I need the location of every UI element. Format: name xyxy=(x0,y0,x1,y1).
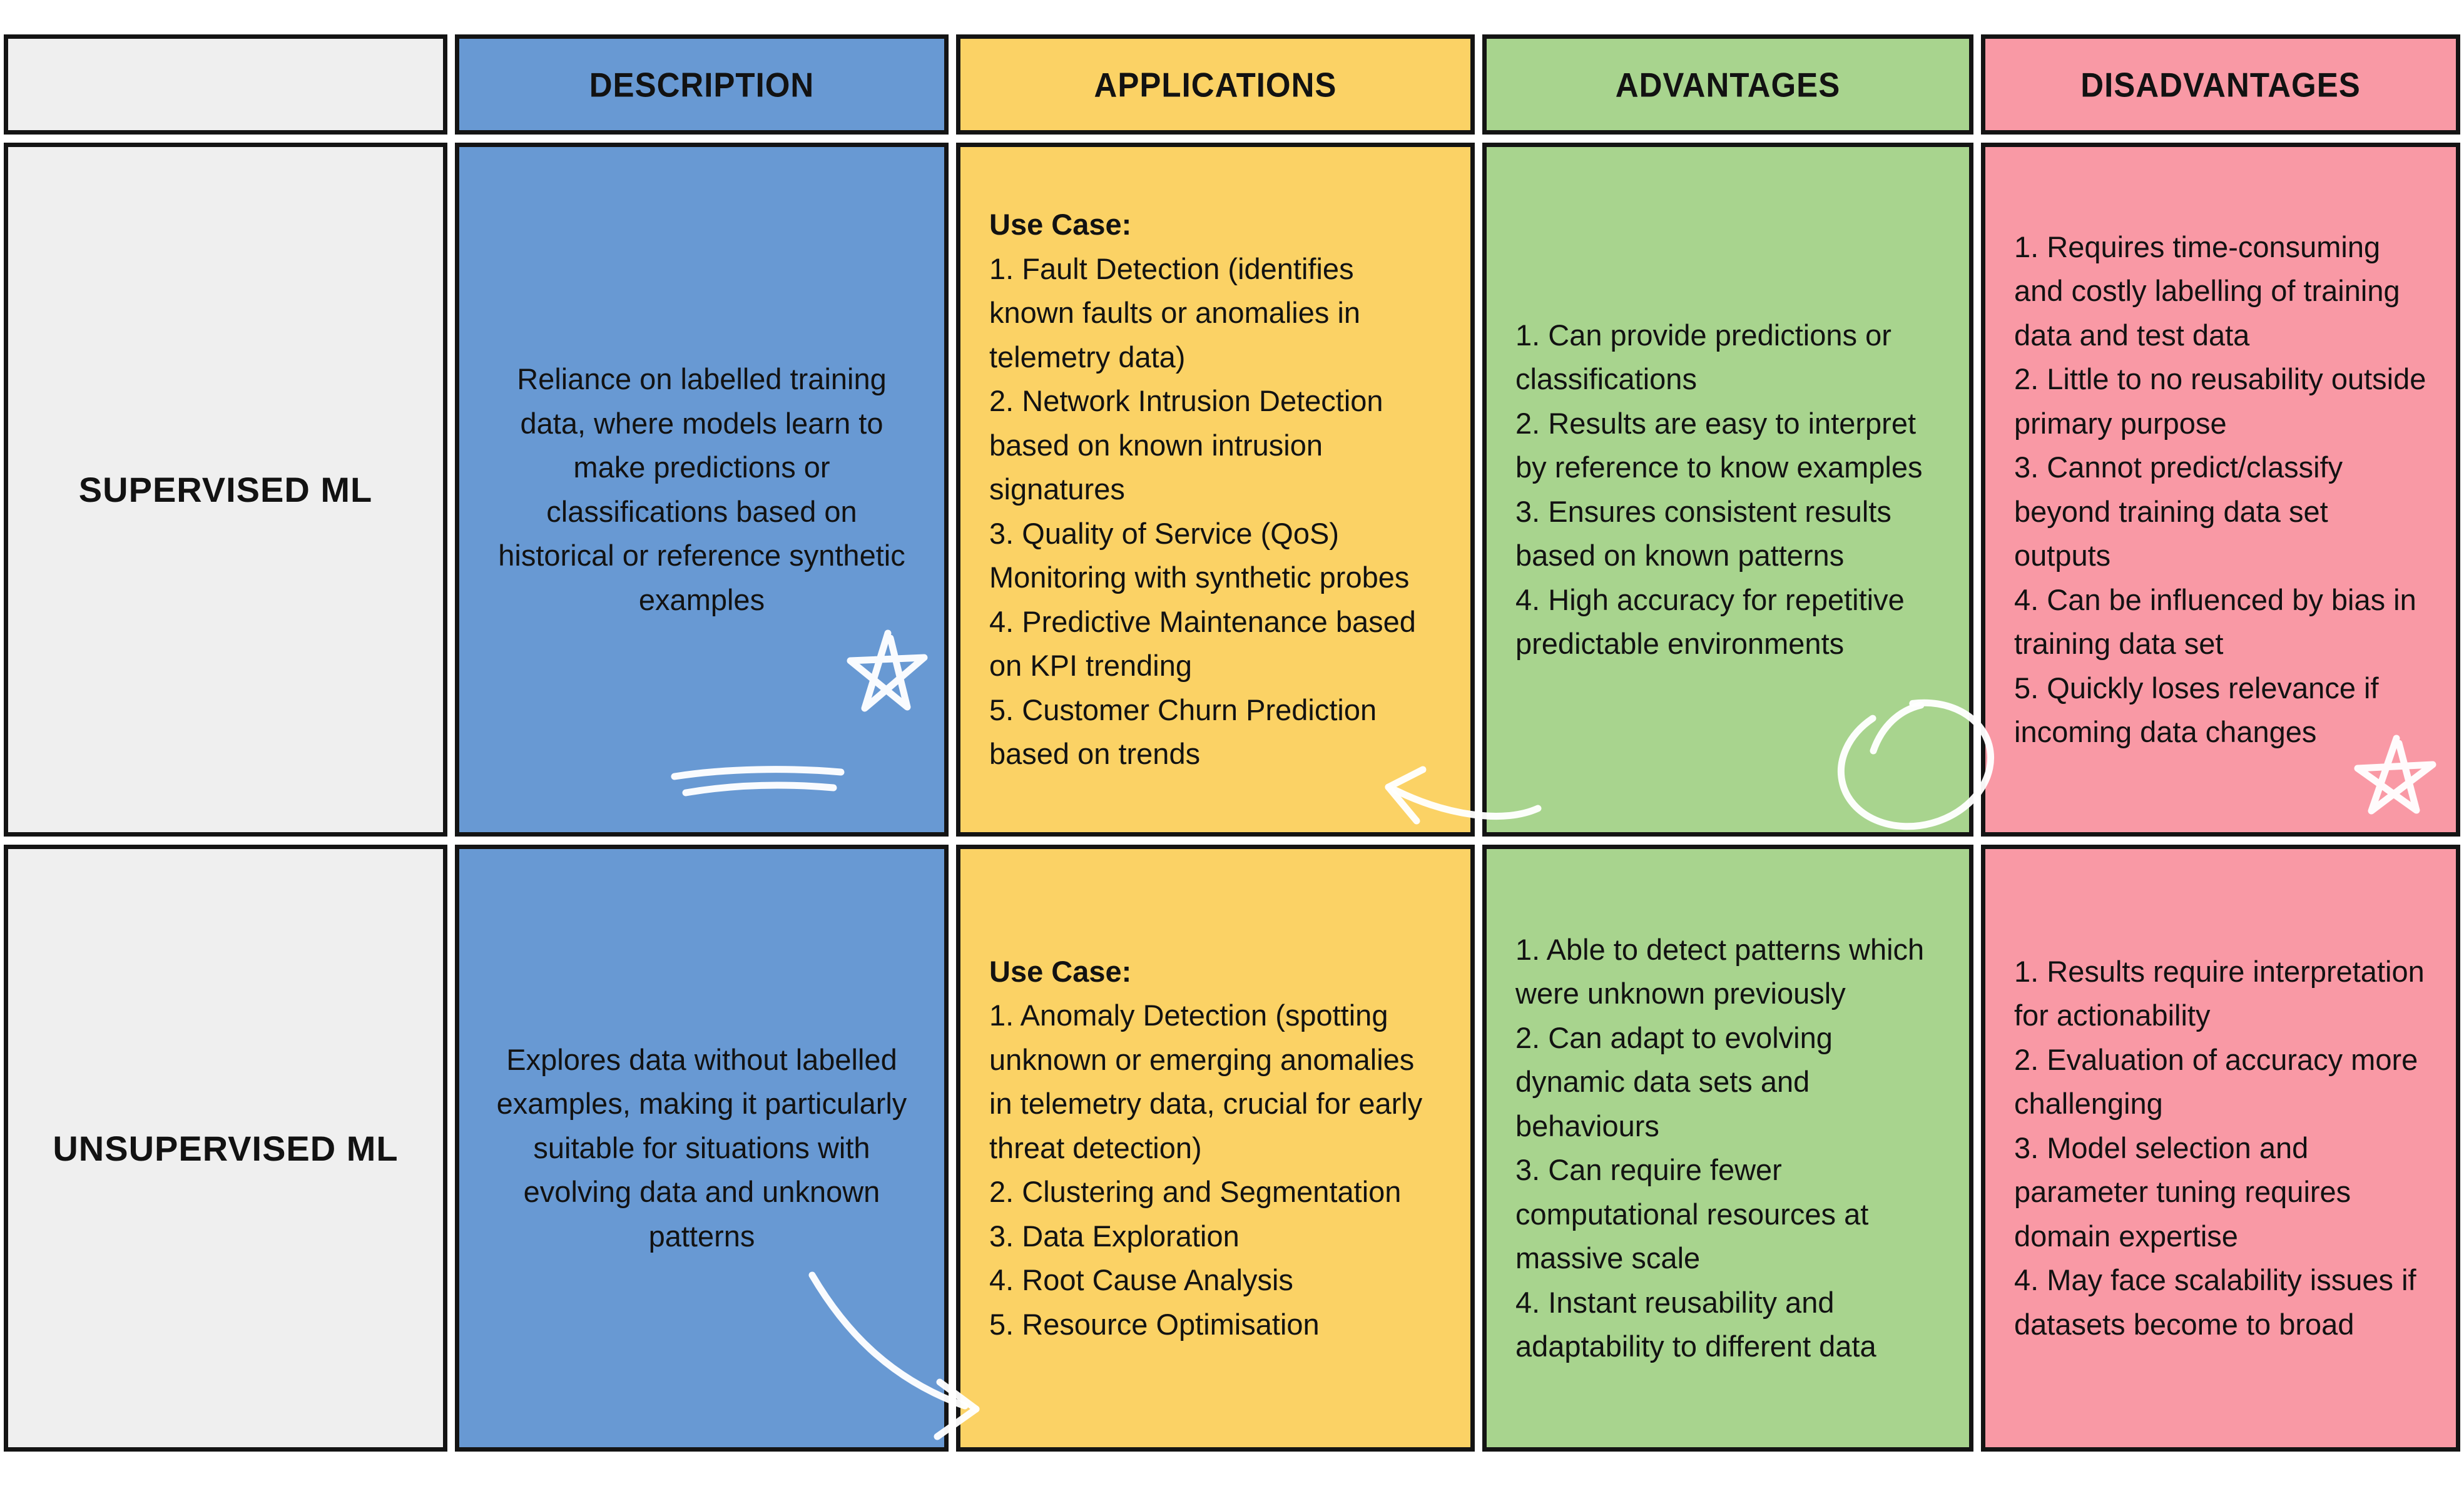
list-item: 3. Quality of Service (QoS) Monitoring with synthetic probes xyxy=(989,516,1410,594)
ml-comparison-table xyxy=(4,34,2460,1452)
header-cell-description xyxy=(455,34,949,135)
row-label-unsupervised-ml xyxy=(4,845,447,1452)
list-item: 4. Predictive Maintenance based on KPI trending xyxy=(989,604,1416,683)
list-item: 5. Resource Optimisation xyxy=(989,1307,1320,1341)
list-item: 1. Results require interpretation for actionability xyxy=(2014,954,2425,1032)
header-cell-empty xyxy=(4,34,447,135)
list-item: 4. Can be influenced by bias in training data set xyxy=(2014,583,2416,660)
applications-cell-supervised xyxy=(956,143,1475,837)
list-item: 2. Little to no reusability outside primary purpose xyxy=(2014,362,2426,440)
list-item: 1. Can provide predictions or classifications xyxy=(1515,318,1891,395)
list-item: 1. Requires time-consuming and costly labelling of training data and test data xyxy=(2014,230,2400,352)
list-item: 2. Network Intrusion Detection based on known intrusion signatures xyxy=(989,384,1383,506)
list-item: 1. Fault Detection (identifies known faults or anomalies in telemetry data) xyxy=(989,252,1361,374)
list-item: 5. Quickly loses relevance if incoming data changes xyxy=(2014,671,2379,748)
header-cell-advantages xyxy=(1482,34,1973,135)
description-text: Reliance on labelled training data, where models learn to make predictions or classifications based on historical or reference synthetic examples xyxy=(498,362,905,616)
list-item: 4. Instant reusability and adaptability to different data xyxy=(1515,1285,1876,1363)
description-cell-supervised xyxy=(455,143,949,837)
disadvantages-cell-supervised xyxy=(1981,143,2460,837)
list-item: 3. Cannot predict/classify beyond training data set outputs xyxy=(2014,450,2343,572)
row-label-text: UNSUPERVISED ML xyxy=(53,1128,399,1168)
row-label-supervised-ml xyxy=(4,143,447,837)
header-label-disadvantages: DISADVANTAGES xyxy=(2080,65,2361,104)
list-item: 4. High accuracy for repetitive predictable environments xyxy=(1515,583,1905,660)
advantages-cell-unsupervised xyxy=(1482,845,1973,1452)
header-cell-disadvantages xyxy=(1981,34,2460,135)
list-item: 3. Model selection and parameter tuning requires domain expertise xyxy=(2014,1131,2351,1253)
header-label-description: DESCRIPTION xyxy=(589,65,815,104)
list-item: 1. Anomaly Detection (spotting unknown or emerging anomalies in telemetry data, crucial for early threat detection) xyxy=(989,999,1423,1164)
list-item: 5. Customer Churn Prediction based on trends xyxy=(989,693,1377,771)
list-item: 2. Results are easy to interpret by reference to know examples xyxy=(1515,406,1923,484)
list-item: 3. Ensures consistent results based on known patterns xyxy=(1515,494,1891,572)
list-item: 4. May face scalability issues if datasets become to broad xyxy=(2014,1263,2416,1341)
applications-cell-unsupervised xyxy=(956,845,1475,1452)
use-case-heading: Use Case: xyxy=(989,208,1132,242)
list-item: 3. Can require fewer computational resources at massive scale xyxy=(1515,1153,1869,1275)
list-item: 4. Root Cause Analysis xyxy=(989,1263,1293,1297)
list-item: 1. Able to detect patterns which were unknown previously xyxy=(1515,932,1925,1010)
header-label-applications: APPLICATIONS xyxy=(1094,65,1337,104)
description-cell-unsupervised xyxy=(455,845,949,1452)
header-cell-applications xyxy=(956,34,1475,135)
list-item: 2. Clustering and Segmentation xyxy=(989,1175,1402,1209)
disadvantages-cell-unsupervised xyxy=(1981,845,2460,1452)
list-item: 2. Evaluation of accuracy more challenging xyxy=(2014,1042,2418,1121)
advantages-cell-supervised xyxy=(1482,143,1973,837)
use-case-heading: Use Case: xyxy=(989,954,1132,988)
row-label-text: SUPERVISED ML xyxy=(78,470,373,509)
header-label-advantages: ADVANTAGES xyxy=(1615,65,1841,104)
list-item: 2. Can adapt to evolving dynamic data sets and behaviours xyxy=(1515,1020,1833,1142)
description-text: Explores data without labelled examples, making it particularly suitable for situations with evolving data and unknown patterns xyxy=(496,1042,907,1253)
list-item: 3. Data Exploration xyxy=(989,1219,1240,1253)
